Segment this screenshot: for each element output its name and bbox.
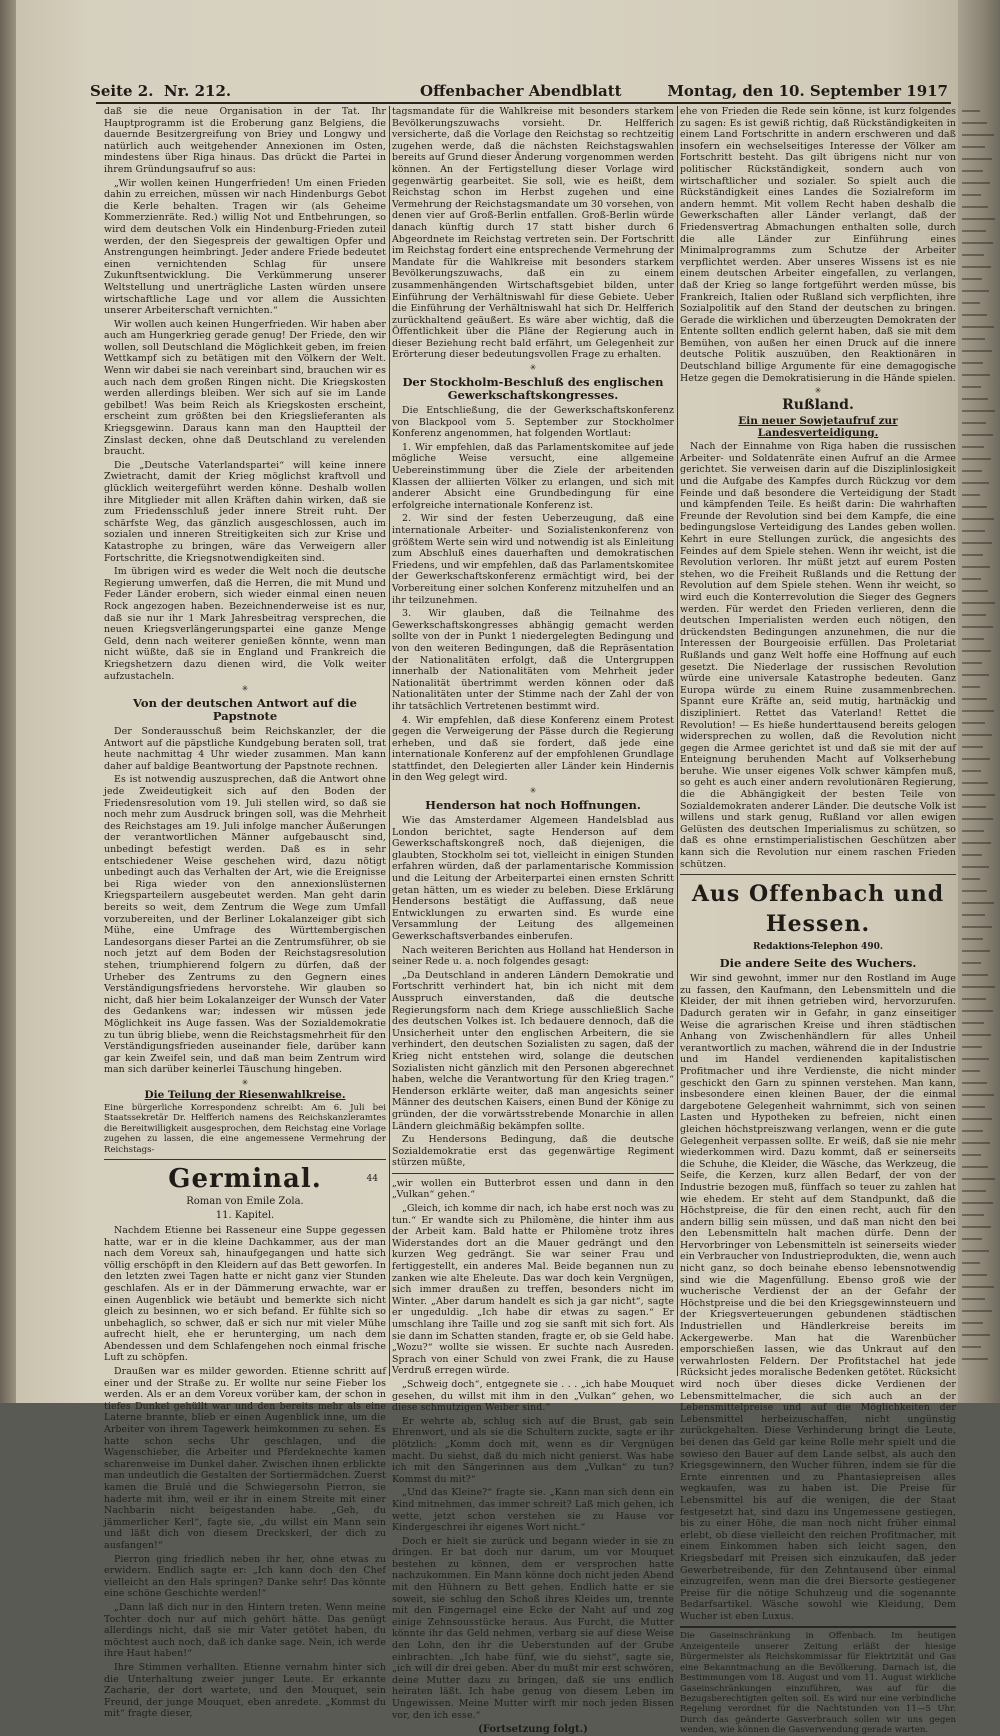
adjacent-text-line <box>962 578 981 580</box>
adjacent-text-line <box>962 974 988 976</box>
adjacent-text-line <box>962 218 995 220</box>
adjacent-text-line <box>962 770 981 772</box>
adjacent-text-line <box>962 158 992 160</box>
column-divider <box>677 106 678 1376</box>
adjacent-text-line <box>962 1238 982 1240</box>
adjacent-text-line <box>962 194 981 196</box>
adjacent-text-line <box>962 686 980 688</box>
column-1 <box>104 106 386 1720</box>
paragraph: Nach der Einnahme von Riga haben die russischen Arbeiter- und Soldatenräte einen Aufruf an die Armee gerichtet. Sie verweisen darin auf die Disziplinlosigkeit und die Aufgabe des Kampfes durch Rückzug vor dem Feinde und daß besondere die Verteidigung der Stadt und kämpfenden Teile. Es heißt darin: Die wahrhaften Freunde der Revolution sind bei dem Kampfe, die eine bedingungslose Verteidigung des Landes geben wollen. Kehrt in eure Stellungen zurück, die angesichts des Feindes auf dem Spiele stehen. Wenn ihr weicht, ist die Revolution verloren. Ihr müßt jetzt auf eurem Posten stehen, wo die Freiheit Rußlands und die Rettung der Revolution auf dem Spiele stehen. Wenn ihr weicht, so wird euch die Konterrevolution die Sieger des Gegners werden. Für werdet den Frieden verlieren, denn die deutschen Imperialisten werden euch nötigen, den drückendsten Bedingungen anzunehmen, die nur die Interessen der Bourgeoisie erfüllen. Das Proletariat Rußlands und ganz Welt hoffe eine Hoffnung auf euch gesetzt. Die Niederlage der russischen Revolution würde eine universale Katastrophe bedeuten. Ganz Europa würde zu einem Ruine zusammenbrechen. Spannt eure Kräfte an, seid mutig, hartnäckig und diszipliniert. Rettet das Vaterland! Rettet die Revolution! — Es hieße hunderttausend bereits gelogen widersprechen zu wollen, daß die Revolution nicht gegen die Armee gerichtet ist und daß sie mit der auf Enteignung beruhenden Macht auf Volkserhebung beruhe. Wie unser eigenes Volk schwer kämpfen muß, so geht es auch einer andern revolutionären Regierung, die die Abhängigkeit der besten Teile von Sozialdemokraten anderer Länder. Die deutsche Volk ist willens und stark genug, Rußland vor allen ewigen Gelüsten des deutschen Imperialismus zu schützen, so daß es ohne ernstimperialistischen Geschützen aber kann sich die Revolution nur einem raschen Frieden schützen. <box>680 441 956 870</box>
paragraph: tagsmandate für die Wahlkreise mit besonders starkem Bevölkerungszuwachs vorsieht. Dr. Helfferich versicherte, daß die Vorlage den Reichstag so rechtzeitig zugehen werde, daß die nächsten Reichstagswahlen bereits auf Grund dieser Änderung vorgenommen werden können. An der Fertigstellung dieser Vorlage wird gegenwärtig gearbeitet. Sie soll, wie es heißt, dem Reichstag schon im Herbst zugehen und eine Vermehrung der Reichstagsmandate um 30 vorsehen, von denen vier auf Groß-Berlin entfallen. Groß-Berlin würde danach künftig durch 17 statt bisher durch 6 Abgeordnete im Reichstag vertreten sein. Der Fortschritt im Reichstag fordert eine entsprechende Vermehrung der Mandate für die Wahlkreise mit besonders starkem Bevölkerungszuwachs, daß ein zu einem zusammenhängenden Wirtschaftsgebiet bilden, unter Einführung der Verhältniswahl für diese Gebiete. Ueber die Einführung der Verhältniswahl hat sich Dr. Helfferich zurückhaltend geäußert. Es wäre aber wichtig, daß die Öffentlichkeit über die Pläne der Regierung auch in dieser Beziehung recht bald erfährt, um Gelegenheit zur Erörterung dieser bedeutungsvollen Frage zu erhalten. <box>392 106 674 361</box>
notice-box <box>680 1626 956 1735</box>
adjacent-text-line <box>962 1070 980 1072</box>
adjacent-text-line <box>962 1154 981 1156</box>
paragraph: Zu Hendersons Bedingung, daß die deutsche Sozialdemokratie erst das gegenwärtige Regiment stürzen müßte, <box>392 1134 674 1169</box>
adjacent-text-line <box>962 1058 989 1060</box>
adjacent-text-line <box>962 230 986 232</box>
adjacent-text-line <box>962 938 983 940</box>
paragraph: 2. Wir sind der festen Ueberzeugung, daß eine internationale Arbeiter- und Sozialistenkonferenz von größtem Werte sein wird und notwendig ist als Einleitung zum Abschluß eines dauerhaften und demokratischen Friedens, und wir empfehlen, daß das Parlamentskomitee der Gewerkschaftskonferenz ermächtigt wird, bei der Vorbereitung einer solchen Konferenz mitzuhelfen und an ihr teilzunehmen. <box>392 513 674 606</box>
page-number: Seite 2. Nr. 212. <box>90 82 232 100</box>
adjacent-text-line <box>962 854 982 856</box>
continuation-note: (Fortsetzung folgt.) <box>478 1724 588 1736</box>
adjacent-text-line <box>962 134 994 136</box>
adjacent-text-line <box>962 962 981 964</box>
adjacent-text-line <box>962 254 984 256</box>
adjacent-text-line <box>962 674 989 676</box>
headline-aufruf: Ein neuer Sowjetaufruf zur Landesverteidigung. <box>738 415 898 440</box>
paragraph: „Dann laß dich nur in den Hintern treten. Wenn meine Tochter doch nur auf mich gehört hätte. Das genügt allerdings nicht, daß sie mir Vater getötet haben, du möchtest auch noch, daß ich danke sage. Nein, ich werde ihre Haut haben!“ <box>104 1601 386 1660</box>
paragraph: Der Sonderausschuß beim Reichskanzler, der die Antwort auf die päpstliche Kundgebung beraten soll, trat heute nachmittag 4 Uhr wieder zusammen. Man kann daher auf baldige Beantwortung der Papstnote rechnen. <box>104 726 386 772</box>
paragraph: Wir wollen auch keinen Hungerfrieden. Wir haben aber auch am Hungerkrieg gerade genug! Der Friede, den wir wollen, soll Deutschland die Möglichkeit geben, im freien Wettkampf sich zu betätigen mit den Völkern der Welt. Wenn wir dabei sie nach vereinbart sind, brauchen wir es auch nach dem großen Ringen nicht. Die Kriegskosten werden allerdings bleiben. Wer sich auf sie im Lande gebilbet! Was beim Reich als Kriegskosten erscheint, erscheint zum größten bei den Kriegslieferanten als Kriegsgewinn. Daraus kann man den Hauptteil der Zinslast decken, ohne daß Deutschland zu verelenden braucht. <box>104 318 386 458</box>
adjacent-text-line <box>962 350 992 352</box>
adjacent-text-line <box>962 602 995 604</box>
adjacent-text-line <box>962 1082 987 1084</box>
adjacent-text-line <box>962 530 985 532</box>
masthead-title: Offenbacher Abendblatt <box>420 82 622 100</box>
installment-number: 44 <box>366 1173 378 1184</box>
feuilleton-chapter: 11. Kapitel. <box>215 1209 275 1221</box>
column-divider <box>389 106 390 1376</box>
adjacent-text-line <box>962 818 993 820</box>
paragraph: „Da Deutschland in anderen Ländern Demokratie und Fortschritt verhindert hat, bin ich nicht mit dem Ausspruch einverstanden, daß die deutsche Regierungsform nach dem Kriege ausschließlich Sache des deutschen Volkes ist. Ich bedauere dennoch, daß die Unsicherheit unter den englischen Arbeitern, die sie verhindert, den deutschen Sozialisten zu sagen, daß der Krieg nicht entstehen wird, solange die deutschen Sozialisten nicht gänzlich mit den Personen abgerechnet haben, welche die Verantwortung für den Krieg tragen.“ Henderson erklärte weiter, daß man angesichts seiner Männer des deutschen Kaisers, einen Bund der Könige zu gründen, der die vorwärtsstrebende Monarchie in allen Ländern gleichmäßig bekämpfen sollte. <box>392 969 674 1132</box>
adjacent-text-line <box>962 374 990 376</box>
adjacent-text-line <box>962 326 994 328</box>
adjacent-text-line <box>962 1142 990 1144</box>
paragraph: Wir sind gewohnt, immer nur den Rostland im Auge zu fassen, den Kaufmann, den Lebensmitteln und die Kleider, der mit ihnen getrieben wird, hervorzurufen. Dadurch geraten wir in Gefahr, in ganz einseitiger Weise die agrarischen Kreise und ihren städtischen Anhang von Zwischenhändlern für alles Unheil verantwortlich zu machen, während die in der Industrie und im Handel verdienenden kapitalistischen Profitmacher und ihre Verdienste, die nicht minder geschickt den Garn zu spinnen verstehen. Man kann, insbesondere einen kleinen Bauer, der die einmal dargebotene Gelegenheit wahrnimmt, sich von seinen Lasten und Hypotheken zu befreien, nicht einen gleichen höchstpreiszwang verlangen, wenn er die gute Gelegenheit verpassen sollte. Er weiß, daß sie nie mehr wiederkommen wird. Dazu kommt, daß er seinerseits die Schuhe, die Kleider, die Wäsche, das Werkzeug, die Seife, die Kerzen, kurz allen Bedarf, der von der Industrie bezogen muß, fünffach so teuer zu zahlen hat wie ehedem. Er steht auf dem Standpunkt, daß die Höchstpreise, die für den einen recht, auch für den andern billig sein müssen, und daß man nicht den bei den Lebensmitteln halt machen dürfe. Denn der Hervorbringer von Lebensmitteln ist seinerseits wieder ein Verbraucher von Industrieprodukten, die, wenn auch nicht ganz, so doch beinahe ebenso lebensnotwendig sind wie die Magenfüllung. Ebenso groß wie der wucherische Verdienst der an der Gefahr der Höchstpreise und die bei den Kriegsgewinnsteuern und der Kriegsverteuerungen gebundenen städtischen Industriellen und Händlerkreise bereits im Ackergewerbe. Man hat die Warenbücher emporschießen lassen, wie das Unkraut auf den verwahrlosten Feldern. Der Profitstachel hat jede Rücksicht jedes moralische Bedenken getötet. Rücksicht wird noch über dieses dicke Verdienen der Lebensmittelmacher, die sich auch an der Lebensmittelpreise und auf die Möglichkeiten der Lebensmittel herbeizuschaffen, nicht ungünstig zurückgehalten. Diese Verhinderung bringt die Leute, bei denen das Geld gar keine Rolle mehr spielt und die sowieso den Bauer auf dem Lande selbst, als auch den Kriegsgewinnern, den Wucher führen, indem sie für die Ernte einrennen und zu Phantasiepreisen alles wegkaufen, was zu haben ist. Die Preise für Lebensmittel bis auf die wenigen, die der Staat festgesetzt hat, sind dazu ins Ungemessene gestiegen, bis zu einer Höhe, die man noch nicht früher einmal erlebt, ob diese vielleicht den reichen Profitmacher, mit einem Einkommen haben sich leicht sagen, den Kriegsbedarf mit Preisen sich einzukaufen, daß jeder Gewerbetreibende, für den Zehntausend über einmal einzugreifen, wenn man die drei Biersorte gestiegener Preise für die nötige Schuhzeug und die sogenannte Bedarfsartikel. Wäsche sowohl wie Kleidung, Dem Wucher ist eben Luxus. <box>680 973 956 1622</box>
adjacent-text-line <box>962 1022 984 1024</box>
adjacent-text-line <box>962 1310 992 1312</box>
paragraph: Ihre Stimmen verhallten. Etienne vernahm hinter sich die Unterhaltung zweier junger Leute. Er erkannte Zacharie, der dort wartete, und den Mouquet, sein Freund, der junge Mouquet, eben anredete. „Kommst du mit“ fragte dieser, <box>104 1661 386 1720</box>
adjacent-text-line <box>962 650 991 652</box>
adjacent-text-line <box>962 1178 995 1180</box>
paragraph: ehe von Frieden die Rede sein könne, ist kurz folgendes zu sagen: Es ist gewiß richtig, daß Rückständigkeiten in einem Land Fortschritte in andern erschweren und daß insofern ein wechselseitiges Interesse der Völker am Fortschritt besteht. Das gilt übrigens nicht nur von politischer Rückständigkeit, sondern auch von wirtschaftlicher und sozialer. So spielt auch die Rückständigkeit eines Landes die Sozialreform im andern hemmt. Mit vollem Recht haben deshalb die Gewerkschaften aller Länder verlangt, daß der Friedensvertrag Abmachungen enthalten solle, durch die alle Länder zur Einführung eines Minimalprogramms zum Schutze der Arbeiter verpflichtet werden. Aber unseres Wissens ist es nie einem deutschen Arbeiter eingefallen, zu verlangen, daß der Krieg so lange fortgeführt werden müsse, bis Frankreich, Italien oder Rußland sich verpflichten, ihre Sozialpolitik auf den Stand der deutschen zu bringen. Gerade die wirklichen und überzeugten Demokraten der Entente sollten endlich gelernt haben, daß sie mit dem Bemühen, von außen her einen Druck auf die innere deutsche Politik auszuüben, den Reaktionären in Deutschland billige Argumente für eine demagogische Hetze gegen die Demokratisierung in die Hände spielen. <box>680 106 956 384</box>
adjacent-text-line <box>962 782 988 784</box>
section-rule <box>104 1159 386 1160</box>
adjacent-text-line <box>962 950 990 952</box>
separator-star: ✳ <box>814 386 822 396</box>
adjacent-text-line <box>962 182 990 184</box>
headline-teilung: Die Teilung der Riesenwahlkreise. <box>144 1088 346 1101</box>
adjacent-text-line <box>962 1094 994 1096</box>
adjacent-text-line <box>962 422 986 424</box>
separator-star: ✳ <box>241 1077 249 1087</box>
adjacent-text-line <box>962 1190 986 1192</box>
section-title-offenbach: Aus Offenbach und Hessen. <box>691 881 945 938</box>
adjacent-text-line <box>962 242 993 244</box>
adjacent-page-lines <box>962 110 998 1360</box>
headline-russland: Rußland. <box>782 397 854 414</box>
adjacent-text-line <box>962 566 990 568</box>
adjacent-text-line <box>962 830 984 832</box>
paragraph: Die Gaseinschränkung in Offenbach. Im heutigen Anzeigenteile unserer Zeitung erläßt der hiesige Bürgermeister als Reichskommissar für Elektrizität und Gas eine Bekanntmachung an die Bevölkerung. Darnach ist, die Bestimmungen vom 18. August und vom 11. August wirkliche Gaseinschränkungen einzuführen, was auf für die Bezugsberechtigten gelten soll. Es wird nur eine verbindliche Regelung verordnet für die Nachtstunden von 11—5 Uhr. Durch das geänderte Gasverbrauch sollen wir uns gegen wenden, wie können die Gasverwendung gerade warten. <box>680 1631 956 1736</box>
paragraph: „Und das Kleine?“ fragte sie. „Kann man sich denn ein Kind mitnehmen, das immer schreit? Laß mich gehen, ich wette, jetzt schon verstehen sie zu Hause vor Kindergeschrei ihr eigenes Wort nicht.“ <box>392 1487 674 1534</box>
adjacent-text-line <box>962 1262 980 1264</box>
adjacent-text-line <box>962 1274 987 1276</box>
adjacent-text-line <box>962 542 992 544</box>
column-2 <box>392 106 674 1736</box>
adjacent-text-line <box>962 1010 993 1012</box>
adjacent-text-line <box>962 614 986 616</box>
paragraph: Nach weiteren Berichten aus Holland hat Henderson in seiner Rede u. a. noch folgendes gesagt: <box>392 944 674 968</box>
editorial-phone: Redaktions-Telephon 490. <box>753 942 883 953</box>
adjacent-text-line <box>962 806 986 808</box>
headline-antwort: Von der deutschen Antwort auf die Papstnote <box>133 696 357 724</box>
adjacent-text-line <box>962 1034 991 1036</box>
feuilleton-byline: Roman von Emile Zola. <box>186 1195 304 1207</box>
adjacent-text-line <box>962 290 989 292</box>
adjacent-text-line <box>962 470 982 472</box>
adjacent-text-line <box>962 734 992 736</box>
adjacent-text-line <box>962 1322 983 1324</box>
adjacent-text-line <box>962 914 985 916</box>
adjacent-text-line <box>962 1226 991 1228</box>
adjacent-text-line <box>962 1202 993 1204</box>
adjacent-text-line <box>962 302 980 304</box>
adjacent-text-line <box>962 1106 985 1108</box>
separator-star: ✳ <box>529 363 537 373</box>
paragraph: Draußen war es milder geworden. Etienne schritt auf einer und der Straße zu. Er wollte nur seine Fieber los werden. Als er an dem Voreux vorüber kam, der schon in tiefes Dunkel gehüllt war und den bereits mehr als eine Laterne brannte, blieb er einen Augenblick inne, um die Arbeiter von ihrem Tagewerk heimkommen zu sehen. Es hatte schon sechs Uhr geschlagen, und die Wagenschieber, die Arbeiter und Pferdeknechte kamen scharenweise im Dunkel daher. Zwischen ihnen erblickte man undeutlich die Gestalten der Sortiermädchen. Zuerst kamen die Brulé und die Schwiegersohn Pierron, sie haderte mit ihm, weil er ihr in einem Streite mit einer Nachbarin nicht beigestanden habe. „Geh, du jämmerlicher Kerl“, fagte sie, „du willst ein Mann sein und läßt dich von diesem Dreckskerl, der dich zu ausfangen!“ <box>104 1366 386 1551</box>
paragraph: „wir wollen ein Butterbrot essen und dann in den „Vulkan“ gehen.“ <box>392 1177 674 1201</box>
adjacent-text-line <box>962 1118 992 1120</box>
adjacent-text-line <box>962 170 983 172</box>
adjacent-text-line <box>962 410 995 412</box>
adjacent-text-line <box>962 722 985 724</box>
binding-shadow <box>0 0 16 1403</box>
adjacent-page-text <box>962 110 998 1370</box>
adjacent-text-line <box>962 1046 982 1048</box>
paragraph: Doch er hielt sie zurück und begann wieder in sie zu dringen. Er bat doch nur darum, um vor Mouquet bestehen zu können, dem er versprochen hatte nachzukommen. Ein Mann könne doch nicht jeden Abend mit den Hühnern zu Bett gehen. Endlich hatte er sie soweit, sie schlug den Schoß ihres Kleides um, trennte mit den Fingernagel eine Ecke der Naht auf und zog einige Zehnsousstücke heraus. Aus Furcht, die Mutter könnte ihr das Geld nehmen, verbarg sie auf diese Weise den Lohn, den ihr die Ueberstunden auf der Grube einbrachten. „Ich habe fünf, wie du siehst“, sagte sie, „ich will dir drei geben. Aber du mußt mir erst schwören, deine Mutter dazu zu bringen, daß sie uns endlich heiraten läßt. Ich habe genug von diesem Leben im Ungewissen. Meine Mutter wirft mir noch jeden Bissen vor, den ich esse.“ <box>392 1535 674 1721</box>
adjacent-text-line <box>962 698 987 700</box>
adjacent-text-line <box>962 206 988 208</box>
adjacent-text-line <box>962 1286 994 1288</box>
paragraph: „Wir wollen keinen Hungerfrieden! Um einen Frieden dahin zu erreichen, müssen wir nach Hindenburgs Gebot die Kerle behalten. Tragen wir (als Geheime Kommerzienräte. Red.) willig Not und Entbehrungen, so wird dem deutschen Volk ein Hindenburg-Frieden zuteil werden, der den Siegespreis der gewaltigen Opfer und Anstrengungen heimbringt. Jeder andere Friede bedeutet einen vernichtenden Schlag für unsere Zukunftsentwicklung. Die Verkümmerung unserer Weltstellung und unerträgliche Lasten würden unsere wirtschaftliche Lage und vor allem die Aussichten unserer Arbeiterschaft vernichten.“ <box>104 177 386 317</box>
adjacent-text-line <box>962 1130 983 1132</box>
adjacent-text-line <box>962 866 989 868</box>
adjacent-text-line <box>962 986 995 988</box>
paragraph: Es ist notwendig auszusprechen, daß die Antwort ohne jede Zweideutigkeit sich auf den Boden der Friedensresolution vom 19. Juli stellen wird, so daß sie noch mehr zum Ausdruck bringen soll, was die Mehrheit des Reichstages am 19. Juli infolge mancher Äußerungen der verantwortlichen Männer aufgebauscht sind, unbedingt befestigt werden. Daß es in sehr entschiedener Weise geschehen wird, dazu nötigt unbedingt auch das Verhalten der Art, wie die Ereignisse bei Riga wieder von den annexionslüsternen Kriegsparteilern ausgebeutet werden. Man geht darin bereits so weit, dem Zentrum die Wege zum Umfall vorzubereiten, und der Berliner Lokalanzeiger gibt sich Mühe, eine Umfrage des Württembergischen Landesorgans dieser Partei an die Zentrumsführer, ob sie noch jetzt auf dem Boden der Reichstagsresolution stehen, triumphierend folgern zu dürfen, daß der Urheber des Zentrums zu den Gegnern eines Verständigungsfriedens hervorstehe. Wir glauben so nicht, daß hier beim Lokalanzeiger der Wunsch der Vater des Gedankens war; indessen wir müssen jede Möglichkeit ins Auge fassen. Was der Sozialdemokratie zu tun übrig bliebe, wenn die Reichstagsmehrheit für den Verständigungsfrieden auseinander fiele, darüber kann gar kein Zweifel sein, und daß man beim Zentrum wird man sich darüber keinerlei Täuschung hingeben. <box>104 774 386 1076</box>
paragraph: 4. Wir empfehlen, daß diese Konferenz einem Protest gegen die Verweigerung der Pässe durch die Regierung erheben, und daß sie fordert, daß jede eine internationale Konferenz auf der empfohlenen Grundlage stattfindet, den Delegierten aller Länder kein Hindernis in den Weg gelegt wird. <box>392 714 674 784</box>
adjacent-text-line <box>962 1358 988 1360</box>
feuilleton-title: Germinal. <box>168 1163 322 1194</box>
page-header <box>90 82 948 104</box>
separator-star: ✳ <box>241 684 249 694</box>
paragraph: Im übrigen wird es weder die Welt noch die deutsche Regierung umwerfen, daß die Herren, die mit Mund und Feder Länder erobern, sich wieder einmal einen neuen Rock angezogen haben. Bezeichnenderweise ist es nur, daß sie nur ihr 1 Mark Jahresbeitrag versprechen, die neuen Kriegsverlängerungspartei eine ganze Menge Geld, denn nach weiterer genießen könnte, wenn man nicht wüßte, daß sie in England und Frankreich die Kriegshetzern dazu dienen wird, die Volk weiter aufzustacheln. <box>104 566 386 682</box>
adjacent-text-line <box>962 746 983 748</box>
adjacent-text-line <box>962 110 980 112</box>
paragraph: Er wehrte ab, schlug sich auf die Brust, gab sein Ehrenwort, und als sie die Schultern zuckte, sagte er ihr plötzlich: „Komm doch mit, wenn es dir Vergnügen macht. Du siehst, daß du mich nicht genierst. Was habe ich mit den Sängerinnen aus dem „Vulkan“ zu tun? Kommst du mit?“ <box>392 1415 674 1485</box>
adjacent-text-line <box>962 998 986 1000</box>
headline-stockholm: Der Stockholm-Beschluß des englischen Gewerkschaftskongresses. <box>402 375 664 403</box>
adjacent-text-line <box>962 482 989 484</box>
adjacent-text-line <box>962 710 994 712</box>
paragraph: 1. Wir empfehlen, daß das Parlamentskomitee auf jede mögliche Weise versucht, eine allgemeine Uebereinstimmung über die Ziele der arbeitenden Klassen der alliierten Völker zu erlangen, und sich mit anderer Absicht eine Grundbedingung für eine erfolgreiche internationale Konferenz ist. <box>392 441 674 511</box>
separator-star: ✳ <box>529 786 537 796</box>
adjacent-text-line <box>962 890 987 892</box>
adjacent-text-line <box>962 446 984 448</box>
adjacent-text-line <box>962 926 992 928</box>
adjacent-text-line <box>962 398 988 400</box>
paragraph: Wie das Amsterdamer Algemeen Handelsblad aus London berichtet, sagte Henderson auf dem Gewerkschaftskongreß noch, daß diejenigen, die glaubten, Stockholm sei tot, vielleicht in einigen Stunden erfahren würden, daß der parlamentarische Kommission und die Leitung der Arbeiterpartei einen ernsten Schritt getan hätten, um es wieder zu beleben. Diese Erklärung Hendersons bestätigt die Auffassung, daß neue Entwicklungen zu erwarten sind. Es wurde eine Versammlung der Leitung des allgemeinen Gewerkschaftsverbandes einberufen. <box>392 815 674 942</box>
column-3 <box>680 106 956 1736</box>
paragraph: Die Entschließung, die der Gewerkschaftskonferenz von Blackpool vom 5. September zur Stockholmer Konferenz angenommen, hat folgenden Wortlaut: <box>392 405 674 440</box>
adjacent-text-line <box>962 590 988 592</box>
adjacent-text-line <box>962 266 991 268</box>
adjacent-text-line <box>962 314 987 316</box>
adjacent-text-line <box>962 1346 981 1348</box>
adjacent-text-line <box>962 626 993 628</box>
adjacent-text-line <box>962 1298 985 1300</box>
adjacent-text-line <box>962 842 991 844</box>
adjacent-text-line <box>962 458 991 460</box>
paragraph: „Gleich, ich komme dir nach, ich habe erst noch was zu tun.“ Er wandte sich zu Philomène, die hinter ihm aus der Arbeit kam. Bald hatte er Philomène trotz ihres Widerstandes dort an die Mauer gedrängt und den kurzen Weg gedrängt. Sie war seiner Frau und fertiggestellt, ein anderes Mal. Beide begannen nun zu zanken wie alte Eheleute. Das war doch kein Vergnügen, sich immer draußen zu treffen, besonders nicht im Winter. „Aber darum handelt es sich ja gar nicht“, sagte er ungeduldig. „Ich habe dir etwas zu sagen.“ Er umschlang ihre Taille und zog sie sanft mit sich fort. Als sie dann im Schatten standen, fragte er, ob sie Geld habe. „Wozu?“ wollte sie wissen. Er suchte nach Ausreden. Sprach von einer Schuld von zwei Frank, die zu Hause Verdruß erregen würde. <box>392 1203 674 1377</box>
paragraph: daß sie die neue Organisation in der Tat. Ihr Hauptprogramm ist die Eroberung ganz Belgiens, die dauernde Besitzergreifung von Briey und Longwy und natürlich auch weitgehender Annexionen im Osten, mindestens über Riga hinaus. Das drückt die Partei in ihrem Gründungsaufruf so aus: <box>104 106 386 175</box>
adjacent-text-line <box>962 278 982 280</box>
feuilleton-header <box>104 1164 386 1194</box>
adjacent-text-line <box>962 638 984 640</box>
issue-date: Montag, den 10. September 1917 <box>667 82 948 100</box>
paragraph: „Schweig doch“, entgegnete sie . . . „ich habe Mouquet gesehen, du willst mit ihm in den „Vulkan“ gehen, wo diese schmutzigen Weiber sind.“ <box>392 1378 674 1414</box>
paragraph: Pierron ging friedlich neben ihr her, ohne etwas zu erwidern. Endlich sagte er: „Ich kann doch den Chef vielleicht an den Hals springen? Danke sehr! Das könnte eine schöne Geschichte werden!“ <box>104 1553 386 1600</box>
headline-wucher: Die andere Seite des Wuchers. <box>719 956 917 971</box>
headline-henderson: Henderson hat noch Hoffnungen. <box>425 798 641 813</box>
adjacent-text-line <box>962 506 987 508</box>
adjacent-text-line <box>962 338 985 340</box>
paragraph: Die „Deutsche Vaterlandspartei“ will keine innere Zwietracht, damit der Krieg möglichst kraftvoll und glücklich weitergeführt werden könne. Deshalb wollen ihre Mitglieder mit allen Kräften dahin wirken, daß sie zum Friedensschluß jeder innere Streit ruht. Der schärfste Weg, das gänzlich ausgeschlossen, auch im sozialen und inneren Streitigkeiten sich zur Krise und Katastrophe zu bringen, wäre das Verweigern aller Fortschritte, die Kriegsnotwendigkeiten sind. <box>104 459 386 564</box>
adjacent-text-line <box>962 902 994 904</box>
adjacent-text-line <box>962 434 993 436</box>
paragraph: Nachdem Etienne bei Rasseneur eine Suppe gegessen hatte, war er in die kleine Dachkammer, aus der man nach dem Voreux sah, hinaufgegangen und hatte sich völlig erschöpft in den Kleidern auf das Bett geworfen. In den letzten zwei Tagen hatte er nicht ganz vier Stunden geschlafen. Als er in der Dämmerung erwachte, war er einen Augenblick wie betäubt und bemerkte sich nicht gleich zu besinnen, wo er sich befand. Er fühlte sich so unbehaglich, so schwer, daß er sich nur mit vieler Mühe aufrecht hielt, ehe er herunterging, um nach dem Abendessen und dem Schlafengehen noch einmal frische Luft zu schöpfen. <box>104 1224 386 1364</box>
paragraph: 3. Wir glauben, daß die Teilnahme des Gewerkschaftskongresses abhängig gemacht werden sollte von der in Punkt 1 niedergelegten Bedingung und von den weiteren Bedingungen, daß die Repräsentation der Nationalitäten erfolgt, daß die Untergruppen innerhalb der Nationalitäten vom Mehrheit jeder Nationalität übertrimmt werden können oder daß Nationalitäten unter der Stimme nach der Zahl der von ihr tatsächlich Vertretenen bestimmt wird. <box>392 608 674 712</box>
adjacent-text-line <box>962 878 980 880</box>
adjacent-text-line <box>962 386 981 388</box>
adjacent-text-line <box>962 794 995 796</box>
section-rule <box>392 1173 674 1174</box>
adjacent-text-line <box>962 122 987 124</box>
adjacent-text-line <box>962 518 994 520</box>
adjacent-text-line <box>962 1250 989 1252</box>
header-rule <box>96 102 951 104</box>
section-rule <box>680 874 956 875</box>
adjacent-text-line <box>962 662 982 664</box>
adjacent-text-line <box>962 1334 990 1336</box>
adjacent-text-line <box>962 1166 988 1168</box>
adjacent-text-line <box>962 554 983 556</box>
adjacent-text-line <box>962 146 985 148</box>
adjacent-text-line <box>962 758 990 760</box>
adjacent-text-line <box>962 1214 984 1216</box>
paragraph: Eine bürgerliche Korrespondenz schreibt: Am 6. Juli bei Staatssekretär Dr. Helfferich namens des Reichskanzleramtes die Bereitwilligkeit ausgesprochen, dem Reichstag eine Vorlage zugehen zu lassen, die eine angemessene Vermehrung der Reichstags- <box>104 1102 386 1155</box>
adjacent-text-line <box>962 362 983 364</box>
adjacent-text-line <box>962 494 980 496</box>
